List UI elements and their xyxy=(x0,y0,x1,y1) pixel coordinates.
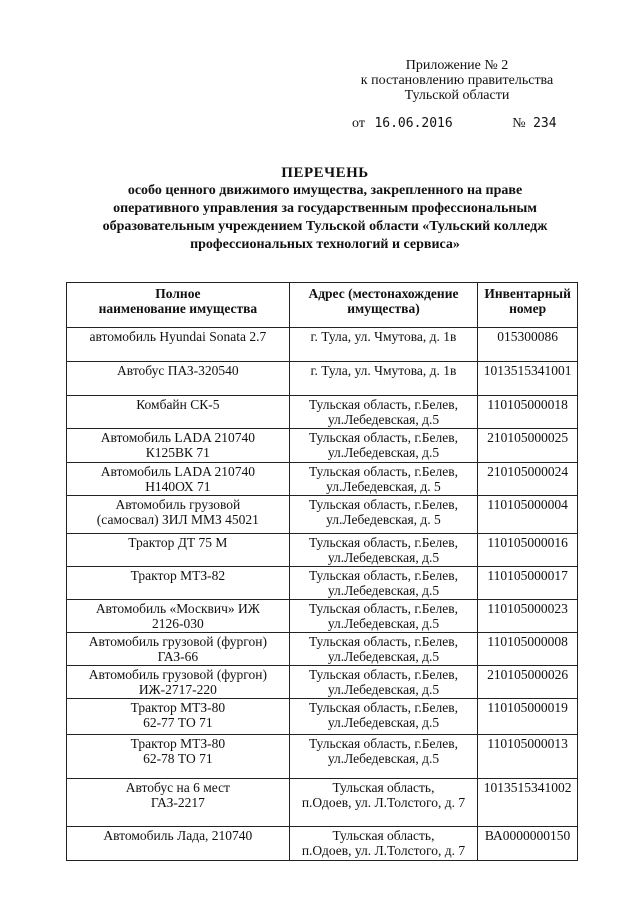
cell-inventory-number: 110105000019 xyxy=(478,699,578,735)
cell-name xyxy=(67,534,290,567)
title-heading: ПЕРЕЧЕНЬ xyxy=(281,165,369,181)
cell-name-text: ГАЗ-2217 xyxy=(150,795,205,810)
cell-address xyxy=(289,463,478,496)
cell-address-text: Тульская область, г.Белев, xyxy=(308,700,458,715)
title-line: оперативного управления за государственным профессиональным xyxy=(113,201,537,216)
cell-inventory-number: 110105000023 xyxy=(478,600,578,633)
document-title xyxy=(90,164,560,254)
cell-name xyxy=(67,463,290,496)
header-text: Адрес (местонахождение xyxy=(308,286,459,301)
cell-address xyxy=(289,496,478,534)
cell-address-text: г. Тула, ул. Чмутова, д. 1в xyxy=(310,329,457,344)
cell-name xyxy=(67,779,290,827)
table-header-row xyxy=(67,283,578,328)
cell-name-text: Автомобиль грузовой xyxy=(115,497,241,512)
cell-inventory-number: ВА0000000150 xyxy=(478,827,578,861)
table-row xyxy=(67,735,578,779)
title-line: особо ценного движимого имущества, закрепленного на праве xyxy=(127,183,523,198)
cell-address-text: п.Одоев, ул. Л.Толстого, д. 7 xyxy=(301,795,466,810)
cell-inventory-number: 210105000024 xyxy=(478,463,578,496)
header-name xyxy=(67,283,290,328)
cell-inventory-number: 1013515341002 xyxy=(478,779,578,827)
cell-name xyxy=(67,666,290,699)
cell-name xyxy=(67,429,290,463)
cell-name xyxy=(67,600,290,633)
cell-address-text: ул.Лебедевская, д.5 xyxy=(327,616,440,631)
header-text: номер xyxy=(509,301,547,316)
table-row xyxy=(67,496,578,534)
cell-address xyxy=(289,600,478,633)
cell-address-text: Тульская область, г.Белев, xyxy=(308,568,458,583)
cell-address-text: Тульская область, г.Белев, xyxy=(308,535,458,550)
table-row xyxy=(67,666,578,699)
table-row xyxy=(67,362,578,396)
decree-line xyxy=(352,116,557,132)
cell-name-text: Автомобиль LADA 210740 xyxy=(100,430,255,445)
approval-line: Тульской области xyxy=(404,88,510,103)
cell-address xyxy=(289,827,478,861)
table-row xyxy=(67,396,578,429)
cell-name-text: 2126-030 xyxy=(151,616,204,631)
table-row xyxy=(67,328,578,362)
approval-line: Приложение № 2 xyxy=(405,58,509,73)
table-row xyxy=(67,567,578,600)
approval-block xyxy=(348,58,566,103)
cell-name-text: Трактор МТЗ-80 xyxy=(130,736,226,751)
title-line: профессиональных технологий и сервиса» xyxy=(190,237,460,252)
cell-address-text: ул.Лебедевская, д.5 xyxy=(327,649,440,664)
cell-address-text: Тульская область, xyxy=(332,780,435,795)
table-row xyxy=(67,827,578,861)
cell-name-text: Автомобиль LADA 210740 xyxy=(100,464,255,479)
decree-from-label: от xyxy=(352,116,365,131)
cell-address xyxy=(289,328,478,362)
header-text: Инвентарный xyxy=(484,286,571,301)
cell-inventory-number: 110105000016 xyxy=(478,534,578,567)
cell-name-text: Автомобиль Лада, 210740 xyxy=(103,828,253,843)
table-row xyxy=(67,633,578,666)
cell-inventory-number: 110105000018 xyxy=(478,396,578,429)
table-row xyxy=(67,779,578,827)
cell-name-text: Автомобиль грузовой (фургон) xyxy=(88,634,267,649)
cell-name xyxy=(67,735,290,779)
cell-address-text: ул.Лебедевская, д.5 xyxy=(327,412,440,427)
cell-inventory-number: 110105000008 xyxy=(478,633,578,666)
cell-address xyxy=(289,735,478,779)
cell-address-text: ул.Лебедевская, д.5 xyxy=(327,583,440,598)
cell-address xyxy=(289,362,478,396)
cell-address xyxy=(289,396,478,429)
cell-name-text: Комбайн СК-5 xyxy=(136,397,220,412)
cell-address xyxy=(289,534,478,567)
cell-name-text: Автобус ПАЗ-320540 xyxy=(117,363,239,378)
cell-name-text: Автомобиль «Москвич» ИЖ xyxy=(95,601,260,616)
cell-name-text: автомобиль Hyundai Sonata 2.7 xyxy=(89,329,267,344)
cell-inventory-number: 110105000004 xyxy=(478,496,578,534)
cell-name-text: 62-77 ТО 71 xyxy=(143,715,213,730)
cell-address-text: Тульская область, г.Белев, xyxy=(308,397,458,412)
cell-name-text: Трактор ДТ 75 М xyxy=(128,535,228,550)
table-body xyxy=(67,328,578,861)
decree-number: 234 xyxy=(533,116,557,131)
cell-inventory-number: 110105000017 xyxy=(478,567,578,600)
cell-name-text: ГАЗ-66 xyxy=(157,649,199,664)
cell-name xyxy=(67,362,290,396)
cell-address xyxy=(289,429,478,463)
cell-inventory-number: 1013515341001 xyxy=(478,362,578,396)
cell-address-text: ул.Лебедевская, д.5 xyxy=(327,751,440,766)
table-row xyxy=(67,534,578,567)
cell-name-text: 62-78 ТО 71 xyxy=(143,751,213,766)
cell-name-text: Трактор МТЗ-80 xyxy=(130,700,226,715)
approval-line: к постановлению правительства xyxy=(360,73,554,88)
cell-name-text: (самосвал) ЗИЛ ММЗ 45021 xyxy=(96,512,259,527)
cell-name-text: Трактор МТЗ-82 xyxy=(130,568,226,583)
cell-address xyxy=(289,633,478,666)
cell-name xyxy=(67,396,290,429)
cell-inventory-number: 210105000025 xyxy=(478,429,578,463)
cell-address-text: Тульская область, г.Белев, xyxy=(308,497,458,512)
cell-name xyxy=(67,699,290,735)
cell-name-text: К125ВК 71 xyxy=(145,445,210,460)
cell-name xyxy=(67,633,290,666)
cell-address-text: ул.Лебедевская, д.5 xyxy=(327,445,440,460)
cell-inventory-number: 015300086 xyxy=(478,328,578,362)
header-inventory-number xyxy=(478,283,578,328)
cell-address-text: Тульская область, г.Белев, xyxy=(308,736,458,751)
header-address xyxy=(289,283,478,328)
header-text: имущества) xyxy=(347,301,420,316)
cell-address-text: ул.Лебедевская, д. 5 xyxy=(326,479,441,494)
cell-name xyxy=(67,328,290,362)
cell-address xyxy=(289,666,478,699)
cell-name-text: Автобус на 6 мест xyxy=(125,780,230,795)
cell-address-text: Тульская область, xyxy=(332,828,435,843)
table-row xyxy=(67,699,578,735)
decree-number-label: № xyxy=(512,116,526,131)
decree-date: 16.06.2016 xyxy=(374,116,453,131)
cell-address xyxy=(289,779,478,827)
property-table xyxy=(66,282,578,861)
table-row xyxy=(67,429,578,463)
cell-address-text: п.Одоев, ул. Л.Толстого, д. 7 xyxy=(301,843,466,858)
header-text: Полное xyxy=(155,286,201,301)
cell-address xyxy=(289,567,478,600)
header-text: наименование имущества xyxy=(98,301,258,316)
table-row xyxy=(67,600,578,633)
cell-address-text: Тульская область, г.Белев, xyxy=(308,667,458,682)
cell-name xyxy=(67,567,290,600)
cell-name xyxy=(67,827,290,861)
cell-address-text: Тульская область, г.Белев, xyxy=(308,464,458,479)
cell-inventory-number: 110105000013 xyxy=(478,735,578,779)
cell-inventory-number: 210105000026 xyxy=(478,666,578,699)
table-row xyxy=(67,463,578,496)
cell-address-text: ул.Лебедевская, д.5 xyxy=(327,550,440,565)
cell-address-text: ул.Лебедевская, д.5 xyxy=(327,682,440,697)
cell-name xyxy=(67,496,290,534)
cell-address-text: ул.Лебедевская, д.5 xyxy=(327,715,440,730)
cell-address-text: Тульская область, г.Белев, xyxy=(308,430,458,445)
cell-address-text: Тульская область, г.Белев, xyxy=(308,601,458,616)
cell-address xyxy=(289,699,478,735)
cell-address-text: ул.Лебедевская, д. 5 xyxy=(326,512,441,527)
cell-address-text: г. Тула, ул. Чмутова, д. 1в xyxy=(310,363,457,378)
cell-address-text: Тульская область, г.Белев, xyxy=(308,634,458,649)
title-line: образовательным учреждением Тульской области «Тульский колледж xyxy=(102,219,548,234)
cell-name-text: Н140ОХ 71 xyxy=(145,479,211,494)
cell-name-text: Автомобиль грузовой (фургон) xyxy=(88,667,267,682)
cell-name-text: ИЖ-2717-220 xyxy=(138,682,217,697)
